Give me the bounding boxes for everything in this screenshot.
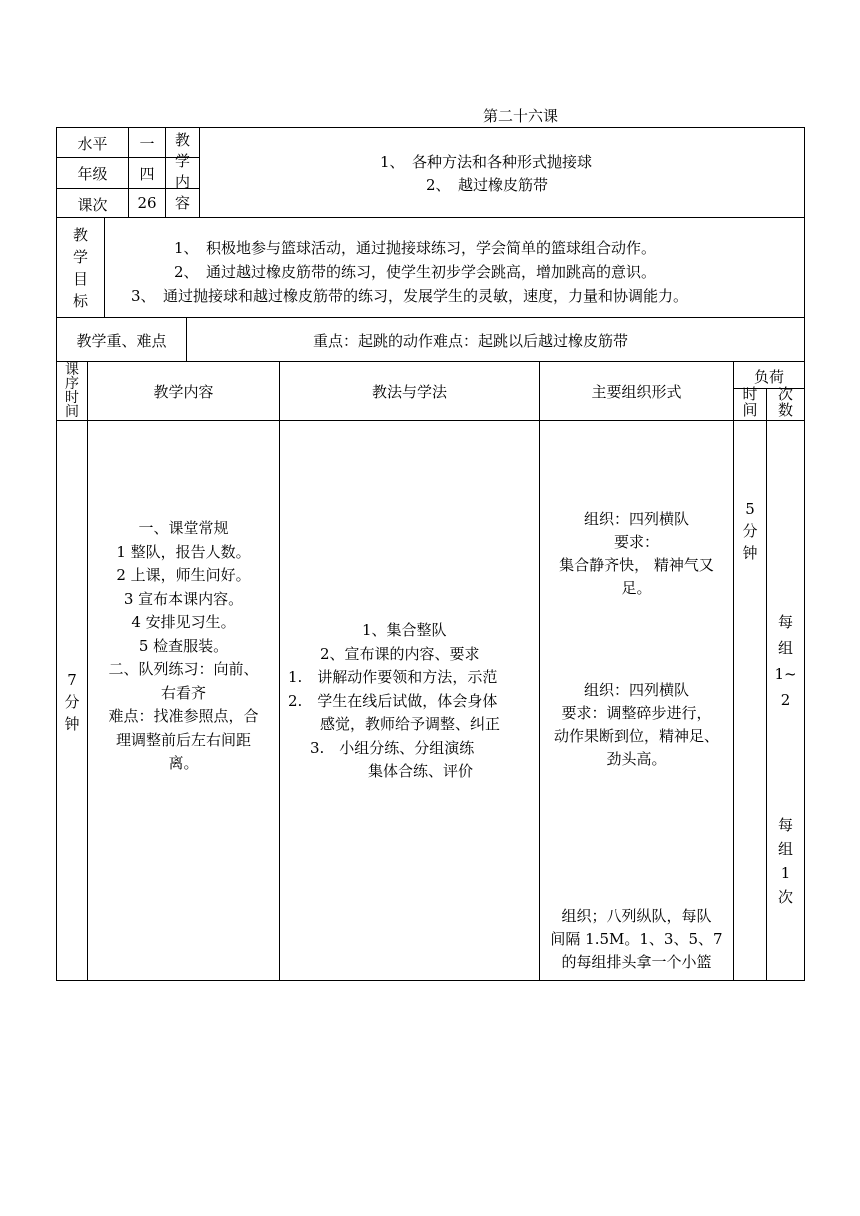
- content-item: 右看齐: [160, 683, 206, 702]
- grade-label: 年级: [77, 165, 108, 183]
- col-method-header: 教法与学法: [371, 383, 447, 401]
- objectives-list: [105, 236, 804, 308]
- method-item: 感觉，教师给予调整、纠正: [320, 715, 501, 733]
- method-item: 1、集合整队: [362, 621, 447, 639]
- method-item: 3. 小组分练、分组演练: [310, 738, 475, 757]
- col-load-header: 负荷: [753, 368, 784, 386]
- grade-value: 四: [139, 165, 155, 183]
- page-title: 第二十六课: [483, 107, 559, 125]
- row-method: [280, 619, 539, 784]
- objective-line-1: 1、 积极地参与篮球活动，通过抛接球练习，学会简单的篮球组合动作。: [174, 239, 657, 257]
- lesson-label: 课次: [77, 196, 108, 214]
- key-points-label: 教学重、难点: [76, 332, 167, 350]
- content-item: 离。: [168, 754, 199, 772]
- objectives-label: 教 学 目 标: [72, 226, 88, 310]
- content-label: 教 学 内 容: [174, 131, 190, 212]
- load-count-1: 每 组 1~ 2: [774, 613, 797, 709]
- level-value: 一: [139, 135, 155, 153]
- method-item: 1. 讲解动作要领和方法，示范: [288, 668, 498, 686]
- content-item: 2 上课，师生问好。: [116, 566, 251, 584]
- row-time: 7 分 钟: [64, 671, 80, 733]
- load-count-2: 每 组 1 次: [777, 816, 793, 906]
- method-item: 2、宣布课的内容、要求: [320, 644, 480, 663]
- content-item: 理调整前后左右间距: [115, 730, 251, 749]
- col-time-header: 课 序 时 间: [65, 362, 79, 420]
- col-content-header: 教学内容: [153, 383, 214, 401]
- objective-line-3: 3、 通过抛接球和越过橡皮筋带的练习，发展学生的灵敏，速度，力量和协调能力。: [131, 287, 689, 305]
- content-line-1: 1、 各种方法和各种形式抛接球: [380, 153, 593, 171]
- level-label: 水平: [77, 135, 108, 153]
- content-item: 一、课堂常规: [138, 519, 229, 537]
- load-time: 5 分 钟: [742, 500, 758, 562]
- objective-line-2: 2、 通过越过橡皮筋带的练习，使学生初步学会跳高，增加跳高的意识。: [174, 263, 657, 281]
- org-block-1: 组织：四列横队 要求： 集合静齐快， 精神气又 足。: [559, 510, 714, 597]
- method-item: 2. 学生在线后试做，体会身体: [288, 691, 498, 710]
- content-item: 难点：找准参照点，合: [108, 707, 259, 725]
- content-line-2: 2、 越过橡皮筋带: [426, 176, 549, 194]
- content-item: 二、队列练习：向前、: [108, 660, 259, 678]
- col-load-count-header: 次 数: [777, 385, 793, 419]
- col-organization-header: 主要组织形式: [591, 383, 682, 401]
- content-item: 3 宣布本课内容。: [123, 589, 244, 608]
- org-block-2: 组织：四列横队 要求：调整碎步进行， 动作果断到位，精神足、 劲头高。: [553, 681, 719, 768]
- org-block-3: 组织；八列纵队，每队 间隔 1.5M。1、3、5、7 的每组排头拿一个小篮: [550, 907, 723, 971]
- key-points-text: 重点：起跳的动作难点：起跳以后越过橡皮筋带: [313, 332, 629, 350]
- row-content: [88, 517, 279, 776]
- lesson-content: [380, 151, 592, 197]
- content-item: 1 整队，报告人数。: [116, 542, 251, 561]
- method-item: 集体合练、评价: [368, 762, 474, 780]
- content-item: 5 检查服装。: [138, 636, 229, 655]
- content-item: 4 安排见习生。: [131, 613, 236, 631]
- col-load-time-header: 时 间: [742, 385, 758, 419]
- lesson-value: 26: [137, 194, 157, 212]
